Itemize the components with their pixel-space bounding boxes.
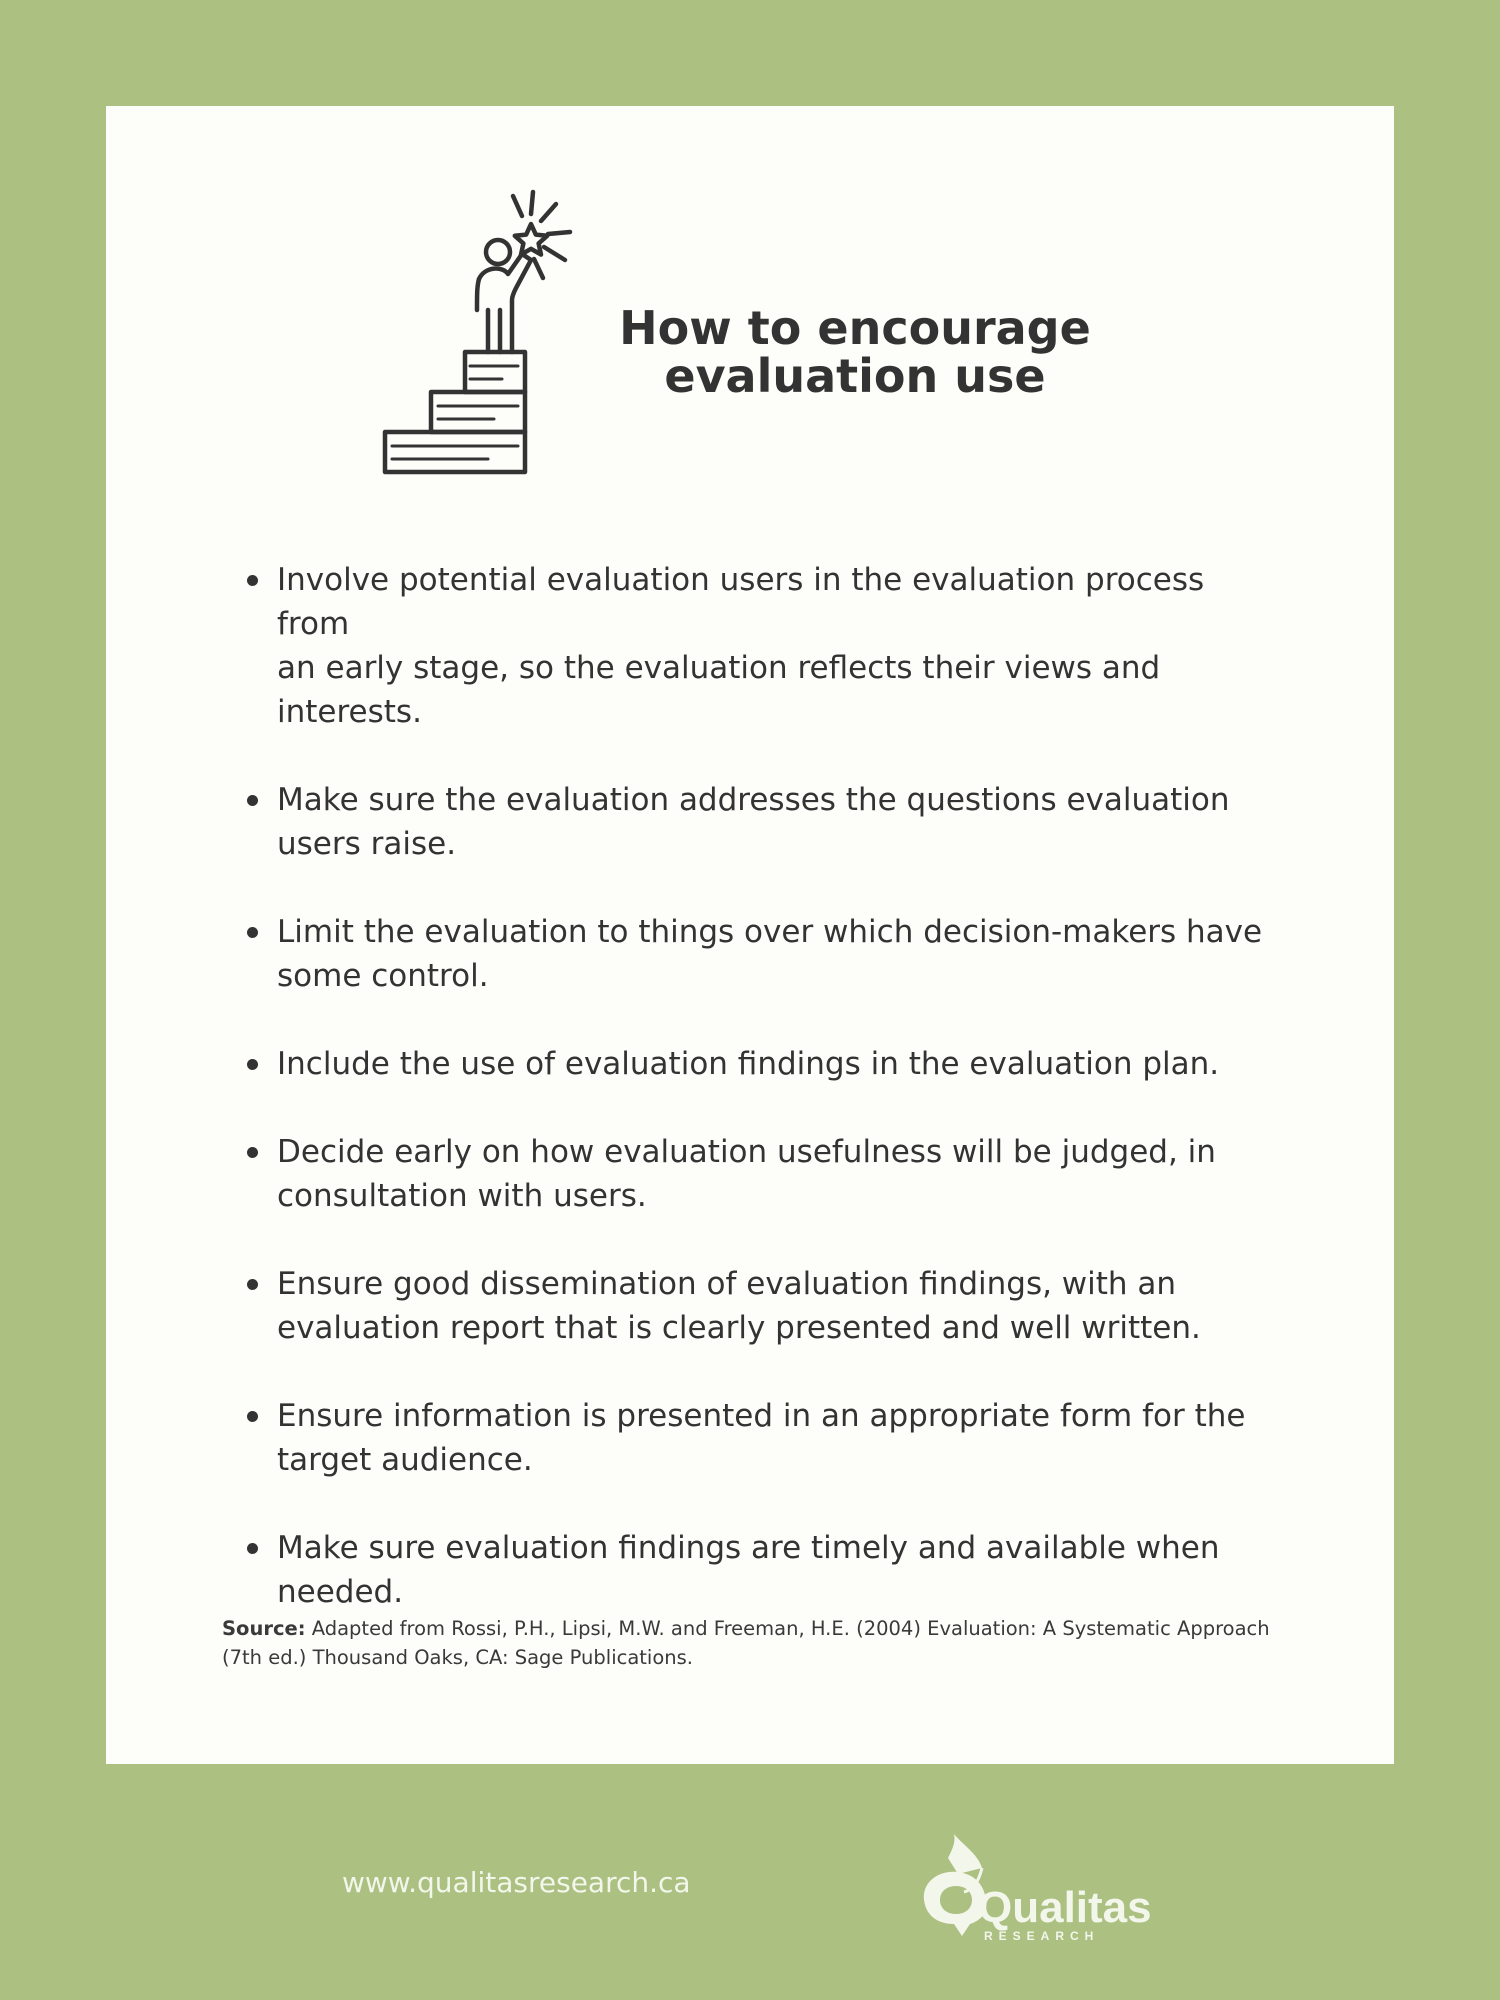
list-item-line: consultation with users.: [277, 1178, 647, 1214]
list-item: [240, 558, 1280, 734]
logo-subtitle: RESEARCH: [984, 1929, 1100, 1943]
list-item-line: an early stage, so the evaluation reflects their views and interests.: [277, 650, 1161, 730]
website-link[interactable]: www.qualitasresearch.ca: [342, 1866, 691, 1899]
bullet-icon: [247, 1147, 258, 1158]
source-citation: [222, 1614, 1312, 1672]
tips-list: [240, 558, 1280, 1658]
bullet-icon: [247, 795, 258, 806]
qualitas-logo: [918, 1828, 1152, 1946]
bullet-icon: [247, 1543, 258, 1554]
list-item-line: users raise.: [277, 826, 457, 862]
list-item-line: Involve potential evaluation users in the evaluation process from: [277, 562, 1205, 642]
list-item: [240, 1526, 1280, 1614]
title-line-2: evaluation use: [664, 349, 1046, 403]
title-line-1: How to encourage: [619, 301, 1091, 355]
list-item-line: Make sure the evaluation addresses the questions evaluation: [277, 782, 1230, 818]
list-item-line: Ensure information is presented in an appropriate form for the: [277, 1398, 1246, 1434]
list-item-line: Limit the evaluation to things over which decision-makers have: [277, 914, 1263, 950]
logo-name: Qualitas: [978, 1883, 1152, 1932]
page-title: [600, 301, 1110, 403]
list-item-line: evaluation report that is clearly presented and well written.: [277, 1310, 1201, 1346]
bullet-icon: [247, 575, 258, 586]
source-text-line-1: Adapted from Rossi, P.H., Lipsi, M.W. and Freeman, H.E. (2004) Evaluation: A Systematic Approach: [305, 1617, 1270, 1640]
source-text-line-2: (7th ed.) Thousand Oaks, CA: Sage Publications.: [222, 1646, 693, 1669]
list-item: [240, 1130, 1280, 1218]
list-item: [240, 910, 1280, 998]
list-item-line: Make sure evaluation findings are timely and available when: [277, 1530, 1220, 1566]
list-item: [240, 1042, 1280, 1086]
bullet-icon: [247, 927, 258, 938]
list-item-line: Ensure good dissemination of evaluation findings, with an: [277, 1266, 1177, 1302]
list-item: [240, 778, 1280, 866]
bullet-icon: [247, 1059, 258, 1070]
list-item-line: needed.: [277, 1574, 404, 1610]
list-item-line: target audience.: [277, 1442, 533, 1478]
list-item: [240, 1394, 1280, 1482]
list-item-line: Include the use of evaluation findings in the evaluation plan.: [277, 1046, 1220, 1082]
source-label: Source:: [222, 1617, 306, 1640]
list-item-line: Decide early on how evaluation usefulness will be judged, in: [277, 1134, 1216, 1170]
list-item: [240, 1262, 1280, 1350]
person-reaching-star-on-stairs-icon: [378, 186, 582, 478]
bullet-icon: [247, 1411, 258, 1422]
bullet-icon: [247, 1279, 258, 1290]
list-item-line: some control.: [277, 958, 489, 994]
